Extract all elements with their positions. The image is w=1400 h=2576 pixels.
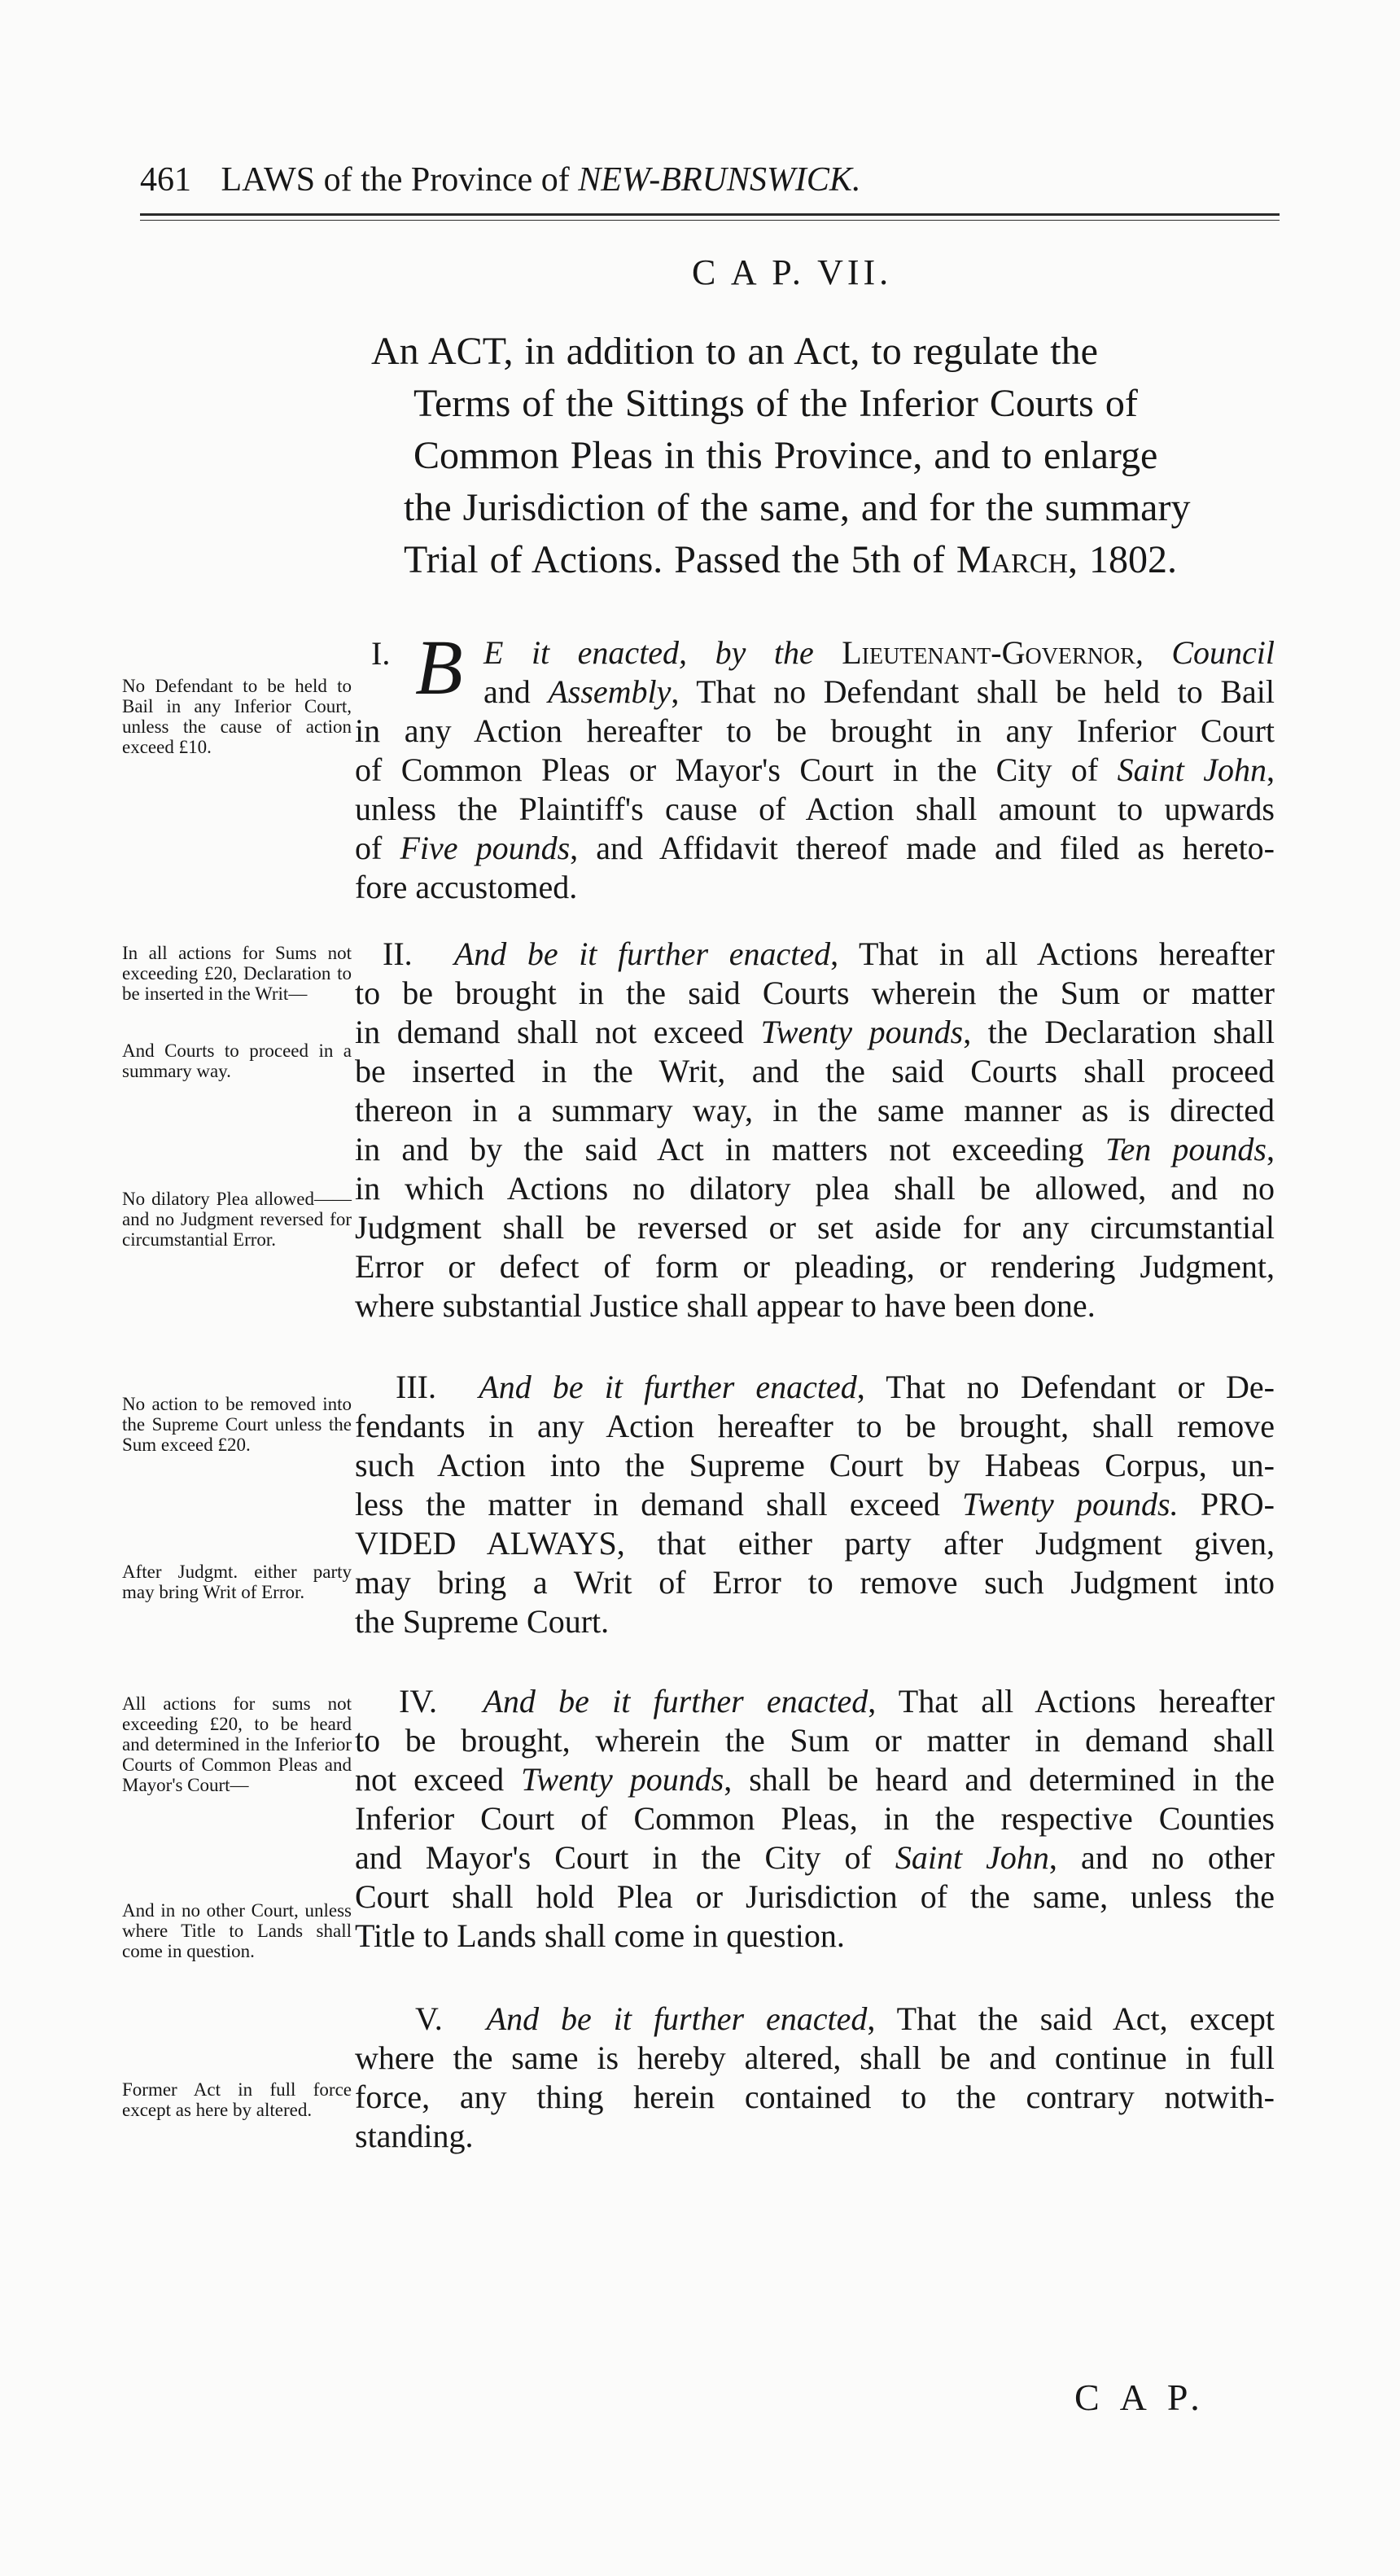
body-line: standing. [355, 2118, 474, 2154]
body-line: III. And be it further enacted, That no Defendant or De- [396, 1369, 1275, 1405]
body-line: where the same is hereby altered, shall be and continue in full [355, 2039, 1275, 2076]
body-line: VIDED ALWAYS, that either party after Judgment given, [355, 1525, 1275, 1562]
body-line: such Action into the Supreme Court by Habeas Corpus, un- [355, 1447, 1275, 1483]
header-rule-thick [140, 213, 1280, 216]
body-line: to be brought in the said Courts wherein the Sum or matter [355, 975, 1275, 1011]
running-title: LAWS of the Province of [221, 161, 570, 199]
body-line: of Common Pleas or Mayor's Court in the City of Saint John, [355, 751, 1275, 788]
body-line: in and by the said Act in matters not exceeding Ten pounds, [355, 1131, 1275, 1168]
body-line: not exceed Twenty pounds, shall be heard and determined in the [355, 1761, 1275, 1798]
body-line: fendants in any Action hereafter to be brought, shall remove [355, 1408, 1275, 1444]
section-numeral: I. [371, 635, 391, 672]
act-title-line: Common Pleas in this Province, and to enlarge [413, 434, 1158, 477]
margin-note: Former Act in full force except as here by altered. [122, 2079, 352, 2120]
body-line: in any Action hereafter to be brought in any Inferior Court [355, 712, 1275, 749]
body-line: Title to Lands shall come in question. [355, 1917, 845, 1954]
body-line: in which Actions no dilatory plea shall be allowed, and no [355, 1170, 1275, 1207]
body-line: unless the Plaintiff's cause of Action shall amount to upwards [355, 791, 1275, 827]
body-line: and Assembly, That no Defendant shall be held to Bail [483, 673, 1275, 710]
body-line: Court shall hold Plea or Jurisdiction of the same, unless the [355, 1878, 1275, 1915]
section-numeral: IV. [399, 1683, 438, 1720]
margin-note: And in no other Court, unless where Title to Lands shall come in question. [122, 1900, 352, 1961]
body-line: Inferior Court of Common Pleas, in the respective Counties [355, 1800, 1275, 1837]
chapter-heading: C A P. VII. [692, 252, 893, 292]
body-line: of Five pounds, and Affidavit thereof made and filed as hereto- [355, 830, 1275, 866]
margin-note: All actions for sums not exceeding £20, to be heard and determined in the Inferior Courts of Common Pleas and Mayor's Court— [122, 1693, 352, 1795]
section-numeral: II. [383, 935, 413, 972]
body-line: force, any thing herein contained to the contrary notwith- [355, 2079, 1275, 2115]
body-line: to be brought, wherein the Sum or matter in demand shall [355, 1722, 1275, 1759]
body-line: IV. And be it further enacted, That all Actions hereafter [399, 1683, 1275, 1720]
body-line: where substantial Justice shall appear to have been done. [355, 1287, 1096, 1324]
body-line: V. And be it further enacted, That the said Act, except [415, 2000, 1275, 2037]
margin-note: After Judgmt. either party may bring Writ of Error. [122, 1562, 352, 1602]
province-name: NEW-BRUNSWICK. [578, 161, 861, 199]
body-line: fore accustomed. [355, 869, 578, 905]
running-header [140, 151, 1280, 208]
body-line: may bring a Writ of Error to remove such Judgment into [355, 1564, 1275, 1601]
body-line: Error or defect of form or pleading, or rendering Judgment, [355, 1248, 1275, 1285]
margin-note: In all actions for Sums not exceeding £20, Declaration to be inserted in the Writ— [122, 943, 352, 1004]
drop-cap: B [415, 624, 463, 711]
body-line: II. And be it further enacted, That in all Actions hereafter [383, 935, 1275, 972]
section-numeral: III. [396, 1369, 436, 1405]
act-title-line: An ACT, in addition to an Act, to regulate the [371, 330, 1098, 373]
margin-note: No dilatory Plea allowed——and no Judgment reversed for circumstantial Error. [122, 1189, 352, 1250]
margin-note: No action to be removed into the Supreme Court unless the Sum exceed £20. [122, 1394, 352, 1455]
body-line: in demand shall not exceed Twenty pounds, the Declaration shall [355, 1014, 1275, 1050]
body-line: be inserted in the Writ, and the said Courts shall proceed [355, 1053, 1275, 1089]
body-line: less the matter in demand shall exceed Twenty pounds. PRO- [355, 1486, 1275, 1522]
act-title-line: the Jurisdiction of the same, and for the summary [404, 486, 1191, 529]
body-line: Judgment shall be reversed or set aside for any circumstantial [355, 1209, 1275, 1246]
header-rule-thin [140, 220, 1280, 221]
body-line: thereon in a summary way, in the same manner as is directed [355, 1092, 1275, 1128]
section-numeral: V. [415, 2000, 443, 2037]
body-line: and Mayor's Court in the City of Saint John, and no other [355, 1839, 1275, 1876]
body-line: the Supreme Court. [355, 1603, 610, 1640]
margin-note: And Courts to proceed in a summary way. [122, 1040, 352, 1081]
act-title-line: Terms of the Sittings of the Inferior Courts of [413, 382, 1138, 425]
body-line: E it enacted, by the Lieutenant-Governor, Council [483, 634, 1275, 671]
page-number: 461 [140, 161, 191, 199]
act-title-month: March [956, 538, 1069, 581]
catchword: C A P. [1074, 2377, 1206, 2418]
margin-note: No Defendant to be held to Bail in any Inferior Court, unless the cause of action exceed £10. [122, 676, 352, 757]
act-title-line-last: Trial of Actions. Passed the 5th of March, 1802. [404, 538, 1178, 581]
